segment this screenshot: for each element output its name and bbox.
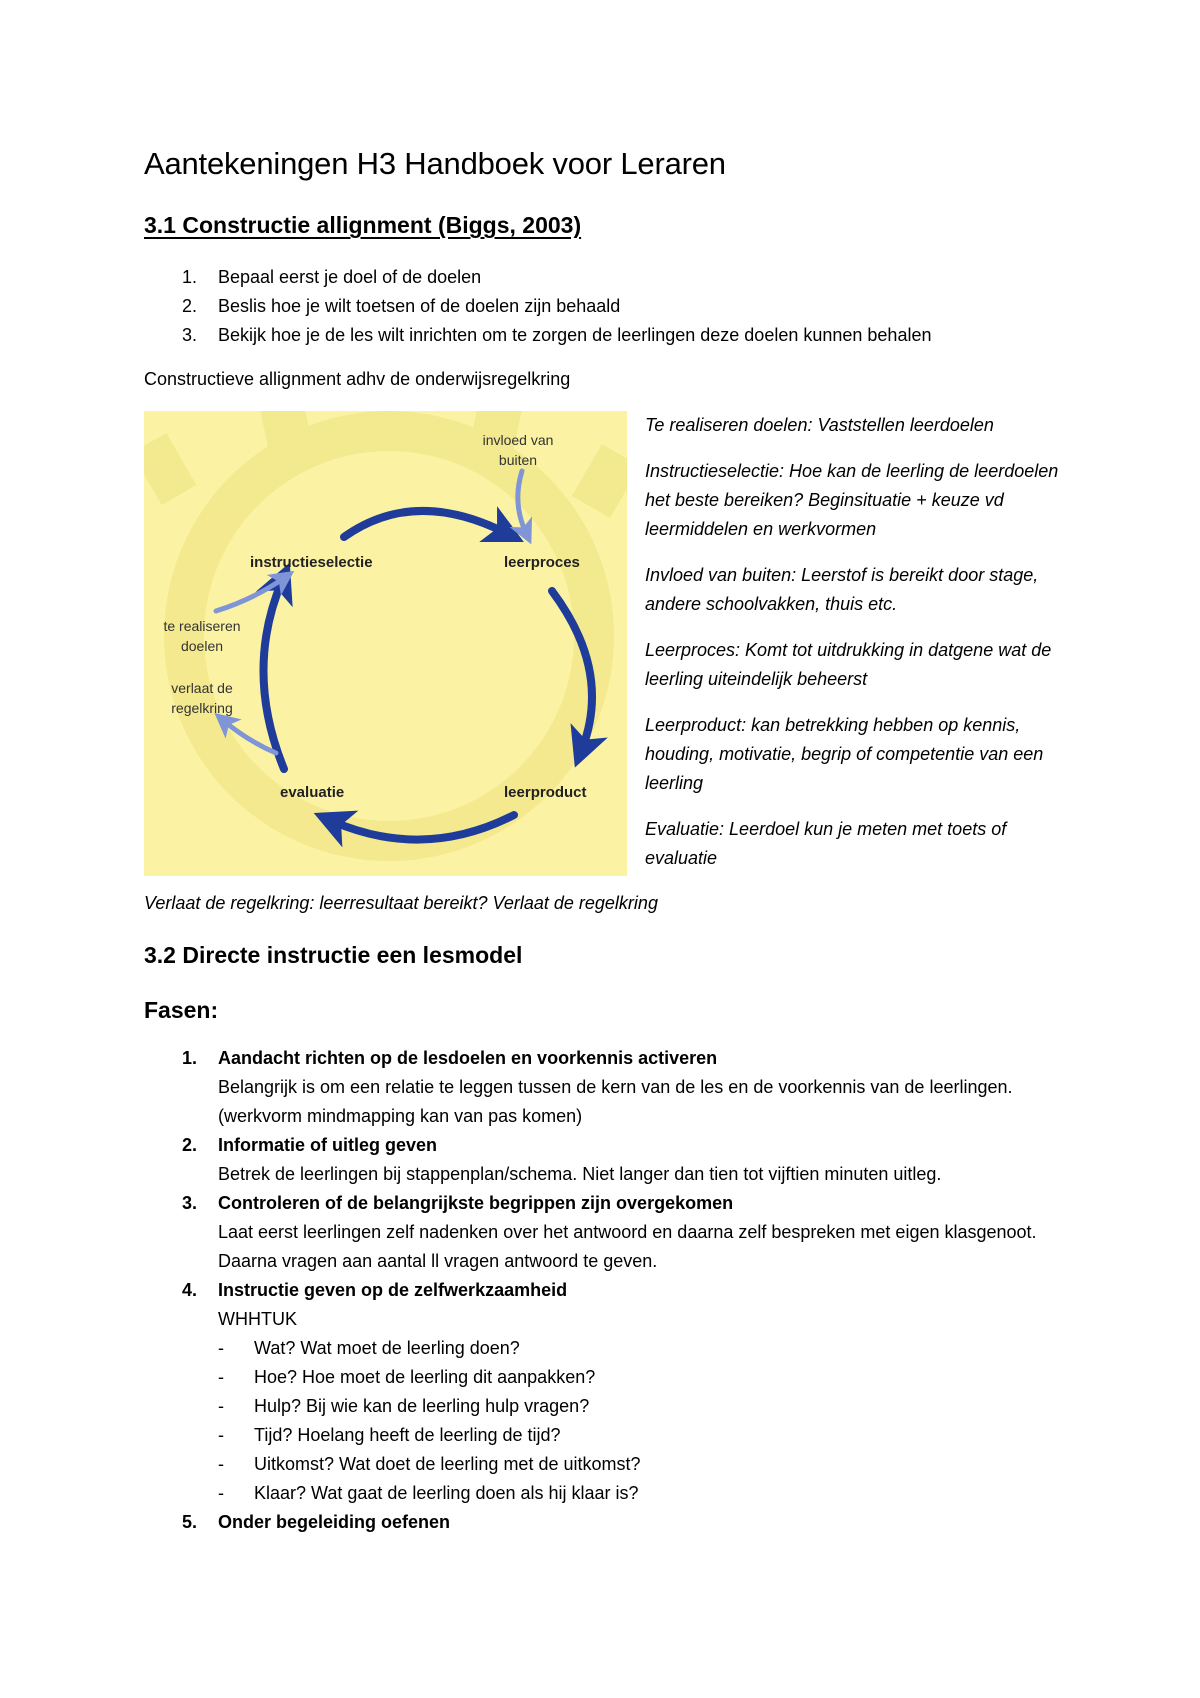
- list-text: Bekijk hoe je de les wilt inrichten om te zorgen de leerlingen deze doelen kunnen behalen: [218, 325, 932, 345]
- label-instructieselectie: instructieselectie: [250, 554, 373, 571]
- whhtuk-text: Wat? Wat moet de leerling doen?: [254, 1338, 520, 1358]
- whhtuk-text: Hulp? Bij wie kan de leerling hulp vragen?: [254, 1396, 590, 1416]
- list-text: Bepaal eerst je doel of de doelen: [218, 267, 482, 287]
- section-heading-3-1: 3.1 Constructie allignment (Biggs, 2003): [144, 212, 582, 238]
- whhtuk-text: Klaar? Wat gaat de leerling doen als hij klaar is?: [254, 1483, 639, 1503]
- whhtuk-item: [144, 1479, 1084, 1508]
- fasen-heading: Fasen:: [144, 997, 219, 1023]
- dash-marker: -: [218, 1425, 224, 1445]
- verlaat-note: Verlaat de regelkring: leerresultaat bereikt? Verlaat de regelkring: [144, 893, 658, 913]
- dash-marker: -: [218, 1483, 224, 1503]
- whhtuk-text: Uitkomst? Wat doet de leerling met de uitkomst?: [254, 1454, 641, 1474]
- whhtuk-item: [144, 1450, 1084, 1479]
- phase-item: [144, 1508, 1084, 1537]
- label-invloed-2: buiten: [498, 452, 538, 468]
- phase-number: 3.: [182, 1193, 198, 1213]
- phase-number: 2.: [182, 1135, 198, 1155]
- phase-item: [144, 1131, 1084, 1189]
- dash-marker: -: [218, 1454, 224, 1474]
- list-text: Beslis hoe je wilt toetsen of de doelen zijn behaald: [218, 296, 621, 316]
- phase-item: [144, 1276, 1084, 1334]
- steps-list: [144, 263, 931, 350]
- page-title: Aantekeningen H3 Handboek voor Leraren: [144, 146, 726, 181]
- phase-title: Informatie of uitleg geven: [218, 1135, 438, 1155]
- dash-marker: -: [218, 1367, 224, 1387]
- phase-number: 5.: [182, 1512, 198, 1532]
- label-invloed-1: invloed van: [482, 432, 554, 448]
- phase-item: [144, 1044, 1084, 1131]
- note-invloed: Invloed van buiten: Leerstof is bereikt door stage, andere schoolvakken, thuis etc.: [645, 565, 1039, 614]
- arrow-instructie-to-leerproces: [344, 511, 506, 537]
- label-realiseren-2: doelen: [180, 638, 224, 654]
- whhtuk-item: [144, 1363, 1084, 1392]
- list-item: [144, 292, 931, 321]
- label-verlaat-2: regelkring: [171, 700, 233, 716]
- intro-text: Constructieve allignment adhv de onderwijsregelkring: [144, 369, 571, 389]
- note-leerproces: Leerproces: Komt tot uitdrukking in datgene wat de leerling uiteindelijk beheerst: [645, 640, 1052, 689]
- list-number: 3.: [182, 325, 198, 345]
- phase-title: Onder begeleiding oefenen: [218, 1512, 451, 1532]
- whhtuk-item: [144, 1334, 1084, 1363]
- list-item: [144, 263, 931, 292]
- label-verlaat-1: verlaat de: [171, 680, 233, 696]
- label-evaluatie: evaluatie: [280, 784, 345, 801]
- list-number: 1.: [182, 267, 198, 287]
- note-evaluatie: Evaluatie: Leerdoel kun je meten met toets of evaluatie: [645, 819, 1007, 868]
- note-leerproduct: Leerproduct: kan betrekking hebben op kennis, houding, motivatie, begrip of competentie van een leerling: [645, 715, 1044, 793]
- label-realiseren-1: te realiseren: [163, 618, 241, 634]
- phase-title: Controleren of de belangrijkste begrippen zijn overgekomen: [218, 1193, 734, 1213]
- note-instructieselectie: Instructieselectie: Hoe kan de leerling de leerdoelen het beste bereiken? Beginsituatie + keuze vd leermiddelen en werkvormen: [645, 461, 1059, 539]
- list-number: 2.: [182, 296, 198, 316]
- phase-title: Instructie geven op de zelfwerkzaamheid: [218, 1280, 568, 1300]
- label-leerproces: leerproces: [504, 554, 580, 571]
- section-heading-3-2: 3.2 Directe instructie een lesmodel: [144, 942, 523, 968]
- phase-description: Betrek de leerlingen bij stappenplan/schema. Niet langer dan tien tot vijftien minuten uitleg.: [218, 1164, 942, 1184]
- whhtuk-item: [144, 1392, 1084, 1421]
- phase-description: Belangrijk is om een relatie te leggen tussen de kern van de les en de voorkennis van de leerlingen. (werkvorm mindmapping kan van pas komen): [218, 1077, 1013, 1126]
- phase-number: 1.: [182, 1048, 198, 1068]
- phase-item: [144, 1189, 1084, 1276]
- whhtuk-text: Hoe? Hoe moet de leerling dit aanpakken?: [254, 1367, 596, 1387]
- diagram-svg: [144, 411, 627, 876]
- whhtuk-item: [144, 1421, 1084, 1450]
- regelkring-diagram: [144, 411, 627, 876]
- note-realiseren: Te realiseren doelen: Vaststellen leerdoelen: [645, 415, 994, 435]
- phase-description: Laat eerst leerlingen zelf nadenken over het antwoord en daarna zelf bespreken met eigen klasgenoot. Daarna vragen aan aantal ll vragen antwoord te geven.: [218, 1222, 1037, 1271]
- list-item: [144, 321, 931, 350]
- phase-description: WHHTUK: [218, 1309, 297, 1329]
- dash-marker: -: [218, 1338, 224, 1358]
- phases-list: [144, 1044, 1084, 1537]
- arrow-evaluatie-to-instructie: [263, 581, 284, 769]
- label-leerproduct: leerproduct: [504, 784, 587, 801]
- whhtuk-text: Tijd? Hoelang heeft de leerling de tijd?: [254, 1425, 561, 1445]
- phase-title: Aandacht richten op de lesdoelen en voorkennis activeren: [218, 1048, 718, 1068]
- phase-number: 4.: [182, 1280, 198, 1300]
- side-notes: [645, 411, 1075, 890]
- dash-marker: -: [218, 1396, 224, 1416]
